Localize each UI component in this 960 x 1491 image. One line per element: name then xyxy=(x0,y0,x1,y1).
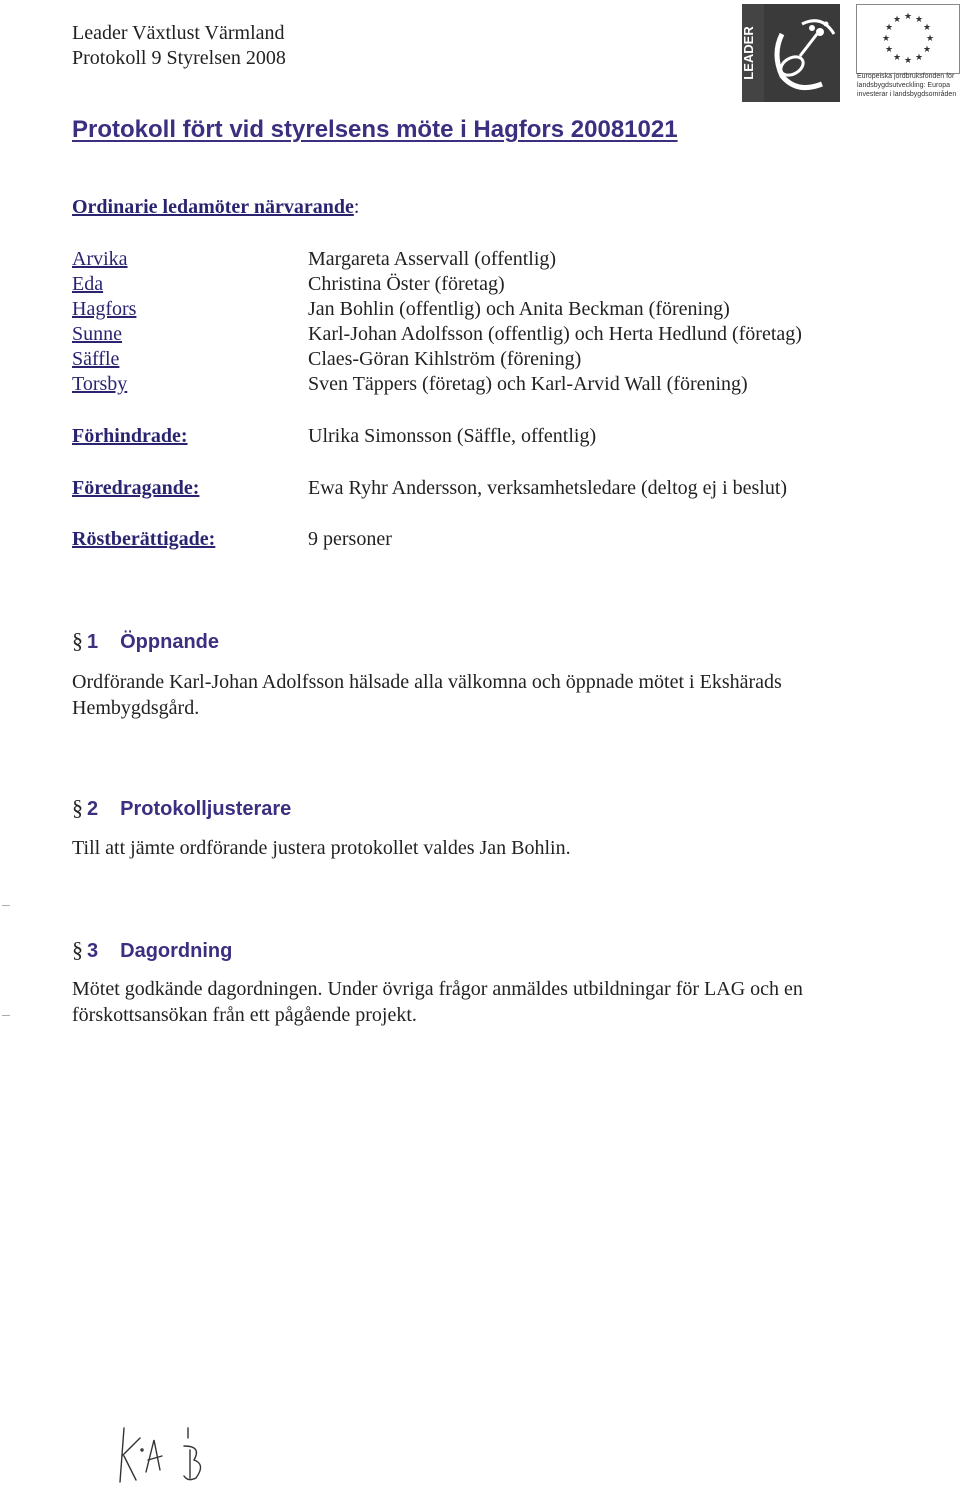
member-place-torsby: Torsby xyxy=(72,373,128,395)
eu-flag-logo xyxy=(856,4,960,74)
member-place-saffle: Säffle xyxy=(72,348,120,370)
member-people-hagfors: Jan Bohlin (offentlig) och Anita Beckman (förening) xyxy=(308,298,730,320)
scan-mark xyxy=(2,905,10,906)
scan-mark xyxy=(2,1015,10,1016)
svg-text:★: ★ xyxy=(914,53,924,63)
organization-name: Leader Växtlust Värmland xyxy=(72,22,285,44)
section-text-3: Mötet godkände dagordningen. Under övriga frågor anmäldes utbildningar för LAG och en förskottsansökan från ett pågående projekt. xyxy=(72,978,803,1026)
members-heading: Ordinarie ledamöter närvarande: xyxy=(72,196,360,218)
role-label-presenter: Föredragande: xyxy=(72,477,200,499)
member-place-hagfors: Hagfors xyxy=(72,298,137,320)
svg-text:★: ★ xyxy=(881,34,891,44)
eu-caption: Europeiska jordbruksfonden för landsbygdsutveckling: Europa investerar i landsbygdsområden xyxy=(857,73,957,98)
leader-logo-text: LEADER xyxy=(742,26,756,80)
protocol-reference: Protokoll 9 Styrelsen 2008 xyxy=(72,47,286,69)
svg-text:★: ★ xyxy=(925,34,935,44)
role-label-voters: Röstberättigade: xyxy=(72,528,216,550)
handwritten-initials-signature xyxy=(110,1420,220,1491)
role-label-absent: Förhindrade: xyxy=(72,425,188,447)
section-heading-2: § 2 Protokolljusterare xyxy=(72,795,292,820)
svg-text:★: ★ xyxy=(914,15,924,25)
section-heading-1: § 1 Öppnande xyxy=(72,628,220,653)
member-place-arvika: Arvika xyxy=(72,248,128,270)
svg-text:★: ★ xyxy=(884,45,894,55)
member-people-arvika: Margareta Asservall (offentlig) xyxy=(308,248,557,270)
role-value-absent: Ulrika Simonsson (Säffle, offentlig) xyxy=(308,425,597,447)
svg-text:★: ★ xyxy=(903,56,913,66)
leader-logo xyxy=(742,4,840,102)
page-title: Protokoll fört vid styrelsens möte i Hagfors 20081021 xyxy=(72,116,678,143)
member-place-sunne: Sunne xyxy=(72,323,122,345)
section-text-1: Ordförande Karl-Johan Adolfsson hälsade alla välkomna och öppnade mötet i Ekshärads Hembygdsgård. xyxy=(72,671,782,719)
member-people-sunne: Karl-Johan Adolfsson (offentlig) och Herta Hedlund (företag) xyxy=(308,323,802,345)
role-value-voters: 9 personer xyxy=(308,528,392,550)
svg-text:★: ★ xyxy=(922,45,932,55)
section-text-2: Till att jämte ordförande justera protokollet valdes Jan Bohlin. xyxy=(72,837,571,859)
role-value-presenter: Ewa Ryhr Andersson, verksamhetsledare (deltog ej i beslut) xyxy=(308,477,788,499)
svg-text:★: ★ xyxy=(903,12,913,22)
svg-text:★: ★ xyxy=(892,15,902,25)
section-heading-3: § 3 Dagordning xyxy=(72,937,233,962)
member-people-saffle: Claes-Göran Kihlström (förening) xyxy=(308,348,582,370)
member-people-eda: Christina Öster (företag) xyxy=(308,273,505,295)
svg-text:★: ★ xyxy=(884,23,894,33)
svg-text:★: ★ xyxy=(922,23,932,33)
member-people-torsby: Sven Täppers (företag) och Karl-Arvid Wall (förening) xyxy=(308,373,748,395)
member-place-eda: Eda xyxy=(72,273,104,295)
svg-text:★: ★ xyxy=(892,53,902,63)
